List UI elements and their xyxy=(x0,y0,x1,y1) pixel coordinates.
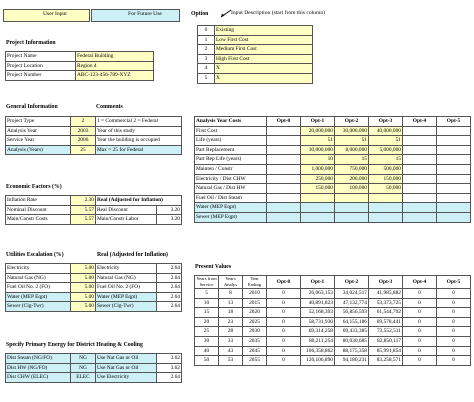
economic-label: Nominal Discount xyxy=(6,205,71,215)
cost-input-cell[interactable]: 20,000,000 xyxy=(301,126,335,136)
district-note: Use Nat Gas or Oil xyxy=(96,354,157,364)
pv-sub-header: Year Ending xyxy=(243,276,267,289)
utility-real-label: Natural Gas (NG) xyxy=(96,273,157,283)
general-info-label: Analysis Year xyxy=(6,126,71,136)
cost-input-cell xyxy=(437,126,471,136)
utility-real-value: 2.64 xyxy=(157,292,182,302)
pv-year-ending: 2015 xyxy=(243,298,267,308)
cost-input-cell[interactable]: 40,000,000 xyxy=(369,126,403,136)
pv-analysis-years: 23 xyxy=(219,317,243,327)
utility-escalation-input[interactable]: 5.00 xyxy=(71,264,96,274)
economic-title: Economic Factors (%) xyxy=(6,184,62,190)
pv-value: 0 xyxy=(267,336,301,346)
pv-value: 69,433,385 xyxy=(335,327,369,337)
pv-value: 61,544,792 xyxy=(369,308,403,318)
cost-input-cell xyxy=(267,164,301,174)
utility-real-value: 2.64 xyxy=(157,302,182,312)
cost-input-cell xyxy=(267,174,301,184)
cost-input-cell[interactable]: 15 xyxy=(335,155,369,165)
economic-real-label: Real (Adjusted for Inflation) xyxy=(96,196,182,206)
cost-input-cell[interactable]: 150,000 xyxy=(301,184,335,194)
legend-user-input-label: User Input xyxy=(43,11,67,17)
pv-value: 83,258,571 xyxy=(369,356,403,366)
pv-value: 0 xyxy=(437,346,471,356)
pv-value: 52,168,393 xyxy=(301,308,335,318)
pv-value: 0 xyxy=(437,298,471,308)
utility-real-value: 2.64 xyxy=(157,264,182,274)
district-note: Use Nat Gas or Oil xyxy=(96,363,157,373)
cost-input-cell xyxy=(437,193,471,203)
option-description-input[interactable]: X xyxy=(215,64,313,74)
district-row xyxy=(6,354,182,364)
pv-column-header: Opt-4 xyxy=(403,276,437,289)
project-info-label: Project Name xyxy=(6,52,76,62)
pv-analysis-years: 43 xyxy=(219,346,243,356)
present-values-table xyxy=(194,275,471,366)
cost-input-cell xyxy=(267,145,301,155)
pv-value: 0 xyxy=(437,317,471,327)
general-info-comment: Year of this study xyxy=(96,126,182,136)
cost-input-cell xyxy=(267,212,301,222)
pv-value: 0 xyxy=(403,327,437,337)
costs-column-header: Opt-1 xyxy=(301,117,335,127)
utility-real-label: Sewer (Clg-Twr) xyxy=(96,302,157,312)
pv-service-years: 50 xyxy=(195,356,219,366)
project-info-label: Project Location xyxy=(6,61,76,71)
economic-input[interactable]: 5.57 xyxy=(71,205,96,215)
costs-row xyxy=(195,145,471,155)
cost-input-cell xyxy=(437,136,471,146)
cost-input-cell[interactable]: 8,000,000 xyxy=(335,145,369,155)
costs-column-header: Opt-0 xyxy=(267,117,301,127)
pv-value: 0 xyxy=(267,298,301,308)
district-row xyxy=(6,373,182,383)
costs-column-header: Analysis Year Costs xyxy=(195,117,267,127)
costs-row xyxy=(195,174,471,184)
utility-real-label: Electricity xyxy=(96,264,157,274)
cost-label: Electricity / Dist CHW xyxy=(195,174,267,184)
option-header: Option xyxy=(191,11,209,17)
economic-input[interactable]: 5.57 xyxy=(71,215,96,225)
option-row xyxy=(198,54,313,64)
pv-column-header: Opt-2 xyxy=(335,276,369,289)
utility-escalation-input[interactable]: 5.00 xyxy=(71,292,96,302)
economic-row xyxy=(6,196,182,206)
cost-input-cell[interactable] xyxy=(301,212,335,222)
pv-value: 0 xyxy=(267,356,301,366)
option-row xyxy=(198,26,313,36)
pv-value: 69,578,441 xyxy=(369,317,403,327)
pv-row xyxy=(195,336,471,346)
economic-label: Inflation Rate xyxy=(6,196,71,206)
cost-label: Part Rep Life (years) xyxy=(195,155,267,165)
utility-label: Sewer (Clg-Twr) xyxy=(6,302,71,312)
pv-value: 0 xyxy=(437,336,471,346)
pv-year-ending: 2045 xyxy=(243,346,267,356)
cost-input-cell[interactable] xyxy=(301,203,335,213)
pv-value: 69,314,258 xyxy=(301,327,335,337)
costs-column-header: Opt-2 xyxy=(335,117,369,127)
cost-input-cell xyxy=(403,164,437,174)
pv-value: 0 xyxy=(437,308,471,318)
cost-input-cell[interactable]: 30,000,000 xyxy=(335,126,369,136)
pv-year-ending: 2055 xyxy=(243,356,267,366)
cost-input-cell[interactable]: 10,000,000 xyxy=(301,145,335,155)
costs-row xyxy=(195,203,471,213)
cost-input-cell xyxy=(403,174,437,184)
cost-input-cell[interactable]: 51 xyxy=(369,136,403,146)
cost-input-cell[interactable] xyxy=(369,203,403,213)
cost-input-cell xyxy=(267,136,301,146)
economic-label: Main/Constr Costs xyxy=(6,215,71,225)
general-info-input[interactable]: 2006 xyxy=(71,136,96,146)
pv-year-ending: 2025 xyxy=(243,317,267,327)
district-energy-input[interactable]: NG xyxy=(71,363,96,373)
pv-row xyxy=(195,317,471,327)
general-info-label: Project Type xyxy=(6,117,71,127)
pv-value: 106,358,862 xyxy=(301,346,335,356)
cost-input-cell[interactable] xyxy=(369,193,403,203)
cost-input-cell[interactable]: 51 xyxy=(335,136,369,146)
pv-service-years: 5 xyxy=(195,289,219,299)
general-info-comment: Year the building is occupied xyxy=(96,136,182,146)
cost-input-cell[interactable]: 250,000 xyxy=(301,174,335,184)
pv-year-ending: 2035 xyxy=(243,336,267,346)
cost-input-cell xyxy=(403,212,437,222)
district-label: Dist HW (NG/FO) xyxy=(6,363,71,373)
cost-label: First Cost xyxy=(195,126,267,136)
economic-row xyxy=(6,205,182,215)
pv-year-ending: 2010 xyxy=(243,289,267,299)
district-note: Use Electricity xyxy=(96,373,157,383)
pv-column-header: Opt-5 xyxy=(437,276,471,289)
utility-real-value: 2.64 xyxy=(157,273,182,283)
general-info-row xyxy=(6,145,182,155)
utility-label: Natural Gas (NG) xyxy=(6,273,71,283)
costs-row xyxy=(195,164,471,174)
utilities-row xyxy=(6,302,182,312)
project-info-table xyxy=(5,51,154,81)
pv-sub-header: Years from Service xyxy=(196,276,217,287)
pv-value: 0 xyxy=(437,289,471,299)
option-table xyxy=(197,25,313,84)
cost-input-cell[interactable] xyxy=(335,203,369,213)
economic-real-value: 3.20 xyxy=(157,215,182,225)
pv-value: 80,030,685 xyxy=(335,336,369,346)
cost-input-cell xyxy=(267,203,301,213)
general-info-title: General Information xyxy=(6,104,58,110)
cost-input-cell xyxy=(267,155,301,165)
pv-value: 0 xyxy=(267,317,301,327)
utilities-table xyxy=(5,263,182,312)
option-number: 5 xyxy=(198,73,215,83)
cost-input-cell xyxy=(403,145,437,155)
economic-input[interactable]: 2.30 xyxy=(71,196,96,206)
cost-input-cell[interactable]: 750,000 xyxy=(335,164,369,174)
utility-real-label: Water (MEP Eqpt) xyxy=(96,292,157,302)
cost-label: Sewer (MEP Eqpt) xyxy=(195,212,267,222)
cost-input-cell[interactable]: 200,000 xyxy=(335,174,369,184)
pv-value: 0 xyxy=(267,308,301,318)
general-info-comment: 1 = Commercial 2 = Federal xyxy=(96,117,182,127)
utilities-row xyxy=(6,264,182,274)
cost-input-cell xyxy=(403,193,437,203)
cost-input-cell[interactable]: 150,000 xyxy=(369,174,403,184)
costs-column-header: Opt-5 xyxy=(437,117,471,127)
project-info-row xyxy=(6,52,154,62)
costs-row xyxy=(195,136,471,146)
district-energy-input[interactable]: NG xyxy=(71,354,96,364)
cost-input-cell[interactable]: 15 xyxy=(369,155,403,165)
pv-analysis-years: 13 xyxy=(219,298,243,308)
pv-value: 120,106,890 xyxy=(301,356,335,366)
general-info-row xyxy=(6,136,182,146)
option-row xyxy=(198,45,313,55)
district-table xyxy=(5,353,182,383)
pv-value: 0 xyxy=(403,356,437,366)
comments-title: Comments xyxy=(96,104,123,110)
cost-input-cell xyxy=(437,145,471,155)
utility-label: Electricity xyxy=(6,264,71,274)
utilities-row xyxy=(6,273,182,283)
pv-value: 88,175,358 xyxy=(335,346,369,356)
general-info-label: Analysis (Years) xyxy=(6,145,71,155)
costs-column-header: Opt-4 xyxy=(403,117,437,127)
utility-real-label: Fuel Oil No. 2 (FO) xyxy=(96,283,157,293)
utility-escalation-input[interactable]: 5.00 xyxy=(71,283,96,293)
costs-row xyxy=(195,212,471,222)
analysis-costs-table xyxy=(194,116,471,223)
utilities-real-title: Real (Adjusted for Inflation) xyxy=(97,252,168,258)
pv-value: 0 xyxy=(403,308,437,318)
option-number: 0 xyxy=(198,26,215,36)
cost-input-cell xyxy=(437,203,471,213)
utilities-row xyxy=(6,283,182,293)
cost-label: Natural Gas / Dist HW xyxy=(195,184,267,194)
pv-value: 0 xyxy=(267,346,301,356)
pv-row xyxy=(195,289,471,299)
pv-value: 41,985,882 xyxy=(369,289,403,299)
pv-value: 34,024,517 xyxy=(335,289,369,299)
district-real-value: 3.62 xyxy=(157,363,182,373)
option-desc-arrow-icon xyxy=(218,9,232,21)
cost-input-cell xyxy=(403,184,437,194)
district-energy-input[interactable]: ELEC xyxy=(71,373,96,383)
option-number: 4 xyxy=(198,64,215,74)
cost-input-cell[interactable]: 1,000,000 xyxy=(301,164,335,174)
pv-column-header: Opt-1 xyxy=(301,276,335,289)
pv-value: 26,063,153 xyxy=(301,289,335,299)
pv-service-years: 25 xyxy=(195,327,219,337)
cost-input-cell[interactable] xyxy=(335,212,369,222)
option-row xyxy=(198,73,313,83)
pv-service-years: 20 xyxy=(195,317,219,327)
general-info-comment: Max = 25 for Federal xyxy=(96,145,182,155)
general-info-row xyxy=(6,117,182,127)
utility-escalation-input[interactable]: 5.00 xyxy=(71,273,96,283)
option-description-input[interactable]: Medium First Cost xyxy=(215,45,313,55)
option-number: 1 xyxy=(198,35,215,45)
option-description-input[interactable]: Existing xyxy=(215,26,313,36)
utility-real-value: 2.64 xyxy=(157,283,182,293)
district-real-value: 3.62 xyxy=(157,354,182,364)
pv-value: 64,155,186 xyxy=(335,317,369,327)
pv-service-years: 15 xyxy=(195,308,219,318)
option-description-input[interactable]: X xyxy=(215,73,313,83)
utility-label: Fuel Oil No. 2 (FO) xyxy=(6,283,71,293)
pv-value: 73,552,511 xyxy=(369,327,403,337)
pv-value: 0 xyxy=(437,327,471,337)
pv-service-years: 30 xyxy=(195,336,219,346)
project-info-input[interactable]: Federal Building xyxy=(76,52,154,62)
option-number: 3 xyxy=(198,54,215,64)
cost-label: Part Replacement xyxy=(195,145,267,155)
cost-input-cell xyxy=(267,126,301,136)
economic-row xyxy=(6,215,182,225)
pv-analysis-years: 33 xyxy=(219,336,243,346)
cost-input-cell xyxy=(267,184,301,194)
pv-column-header: Opt-3 xyxy=(369,276,403,289)
pv-value: 0 xyxy=(403,336,437,346)
cost-input-cell xyxy=(267,193,301,203)
pv-value: 0 xyxy=(403,346,437,356)
option-desc-header: Input Description (start from this column) xyxy=(231,10,325,16)
pv-value: 0 xyxy=(267,289,301,299)
pv-value: 0 xyxy=(267,327,301,337)
costs-row xyxy=(195,193,471,203)
cost-input-cell[interactable]: 50,000 xyxy=(369,184,403,194)
pv-value: 53,373,725 xyxy=(369,298,403,308)
cost-label: Fuel Oil / Dist Steam xyxy=(195,193,267,203)
pv-row xyxy=(195,298,471,308)
cost-input-cell[interactable] xyxy=(369,212,403,222)
cost-input-cell xyxy=(403,155,437,165)
economic-real-value: 3.20 xyxy=(157,205,182,215)
pv-year-ending: 2030 xyxy=(243,327,267,337)
district-label: Dist Steam (NG/FO) xyxy=(6,354,71,364)
economic-table xyxy=(5,195,182,225)
pv-value: 82,850,117 xyxy=(369,336,403,346)
cost-input-cell[interactable] xyxy=(335,193,369,203)
legend-future-use-label: For Future Use xyxy=(128,11,162,17)
pv-value: 47,132,774 xyxy=(335,298,369,308)
cost-input-cell xyxy=(403,203,437,213)
pv-value: 0 xyxy=(403,289,437,299)
option-description-input[interactable]: Low First Cost xyxy=(215,35,313,45)
cost-input-cell xyxy=(403,126,437,136)
cost-input-cell[interactable]: 100,000 xyxy=(335,184,369,194)
project-info-row xyxy=(6,61,154,71)
cost-input-cell[interactable]: 51 xyxy=(301,136,335,146)
project-info-input[interactable]: ABC-123-456-789-XYZ xyxy=(76,71,154,81)
pv-row xyxy=(195,327,471,337)
cost-input-cell xyxy=(437,164,471,174)
pv-analysis-years: 28 xyxy=(219,327,243,337)
pv-column-header: Opt-0 xyxy=(267,276,301,289)
pv-row xyxy=(195,356,471,366)
cost-input-cell[interactable]: 5,000,000 xyxy=(369,145,403,155)
cost-input-cell[interactable]: 10 xyxy=(301,155,335,165)
costs-row xyxy=(195,126,471,136)
cost-input-cell[interactable] xyxy=(301,193,335,203)
pv-value: 0 xyxy=(437,356,471,366)
cost-input-cell xyxy=(437,184,471,194)
option-row xyxy=(198,64,313,74)
utility-escalation-input[interactable]: 5.00 xyxy=(71,302,96,312)
pv-analysis-years: 8 xyxy=(219,289,243,299)
cost-input-cell[interactable]: 500,000 xyxy=(369,164,403,174)
pv-value: 85,991,854 xyxy=(369,346,403,356)
pv-analysis-years: 53 xyxy=(219,356,243,366)
option-number: 2 xyxy=(198,45,215,55)
pv-row xyxy=(195,346,471,356)
pv-value: 0 xyxy=(403,298,437,308)
district-label: Dist CHW (ELEC) xyxy=(6,373,71,383)
costs-header-row xyxy=(195,117,471,127)
pv-value: 58,731,930 xyxy=(301,317,335,327)
option-description-input[interactable]: High First Cost xyxy=(215,54,313,64)
economic-real-label: Main/Constr Labor xyxy=(96,215,157,225)
costs-row xyxy=(195,155,471,165)
district-row xyxy=(6,363,182,373)
cost-input-cell xyxy=(437,174,471,184)
general-info-label: Service Year xyxy=(6,136,71,146)
cost-label: Mainten / Constr xyxy=(195,164,267,174)
economic-real-label: Real Discount xyxy=(96,205,157,215)
pv-value: 80,211,254 xyxy=(301,336,335,346)
present-values-title: Present Values xyxy=(195,264,232,270)
project-info-title: Project Information xyxy=(6,40,56,46)
costs-column-header: Opt-3 xyxy=(369,117,403,127)
cost-input-cell xyxy=(437,155,471,165)
pv-service-years: 10 xyxy=(195,298,219,308)
general-info-table xyxy=(5,116,182,155)
utilities-title: Utilities Escalation (%) xyxy=(6,252,64,258)
pv-value: 56,856,593 xyxy=(335,308,369,318)
utility-label: Water (MEP Eqpt) xyxy=(6,292,71,302)
cost-input-cell xyxy=(403,136,437,146)
option-row xyxy=(198,35,313,45)
pv-value: 0 xyxy=(403,317,437,327)
project-info-input[interactable]: Region 4 xyxy=(76,61,154,71)
pv-year-ending: 2020 xyxy=(243,308,267,318)
pv-analysis-years: 18 xyxy=(219,308,243,318)
pv-value: 94,180,231 xyxy=(335,356,369,366)
pv-value: 40,891,823 xyxy=(301,298,335,308)
general-info-input[interactable]: 2 xyxy=(71,117,96,127)
pv-header-row xyxy=(195,276,471,289)
pv-row xyxy=(195,308,471,318)
utilities-row xyxy=(6,292,182,302)
general-info-input[interactable]: 25 xyxy=(71,145,96,155)
cost-label: Life (years) xyxy=(195,136,267,146)
pv-sub-header: Years Analys xyxy=(219,276,243,289)
project-info-label: Project Number xyxy=(6,71,76,81)
cost-input-cell xyxy=(437,212,471,222)
general-info-input[interactable]: 2003 xyxy=(71,126,96,136)
general-info-row xyxy=(6,126,182,136)
costs-row xyxy=(195,184,471,194)
district-title: Specify Primary Energy for District Heating & Cooling xyxy=(6,342,143,348)
cost-label: Water (MEP Eqpt) xyxy=(195,203,267,213)
district-real-value: 2.64 xyxy=(157,373,182,383)
project-info-row xyxy=(6,71,154,81)
pv-service-years: 40 xyxy=(195,346,219,356)
